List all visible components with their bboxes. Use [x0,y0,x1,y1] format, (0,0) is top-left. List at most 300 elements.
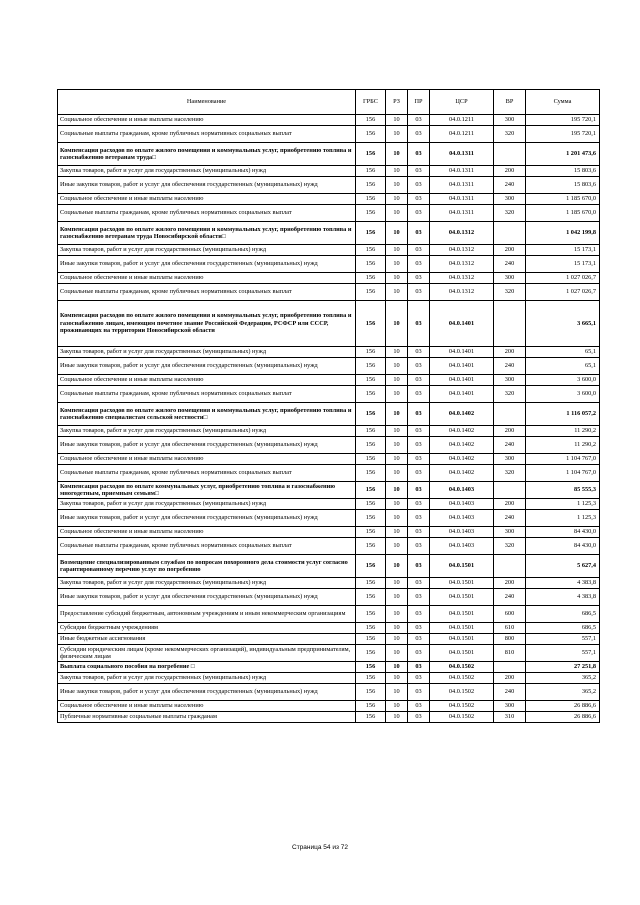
table-row [58,126,600,143]
cell-rz: 10 [386,634,408,645]
cell-csr: 04.0.1403 [430,510,494,527]
table-row [58,701,600,712]
cell-name: Предоставление субсидий бюджетным, автономным учреждениям и иным некоммерческим организациям [58,606,356,623]
cell-rz: 10 [386,482,408,499]
cell-rz: 10 [386,623,408,634]
table-row [58,623,600,634]
cell-grbs: 156 [356,712,386,723]
table-row [58,273,600,284]
table-row [58,499,600,510]
cell-pr: 03 [408,673,430,684]
cell-name: Закупка товаров, работ и услуг для государственных (муниципальных) нужд [58,673,356,684]
cell-sum: 11 290,2 [526,426,600,437]
cell-vr: 810 [494,645,526,662]
cell-rz: 10 [386,386,408,403]
cell-csr: 04.0.1402 [430,465,494,482]
cell-sum: 1 104 767,0 [526,465,600,482]
cell-pr: 03 [408,386,430,403]
cell-rz: 10 [386,437,408,454]
cell-vr: 320 [494,126,526,143]
cell-grbs: 156 [356,301,386,347]
cell-name: Иные закупки товаров, работ и услуг для обеспечения государственных (муниципальных) нужд [58,437,356,454]
cell-rz: 10 [386,284,408,301]
cell-rz: 10 [386,256,408,273]
cell-vr: 200 [494,347,526,358]
cell-vr: 300 [494,115,526,126]
cell-name: Социальные выплаты гражданам, кроме публичных нормативных социальных выплат [58,538,356,555]
cell-vr [494,403,526,426]
cell-pr: 03 [408,375,430,386]
cell-name: Выплата социального пособия на погребение □ [58,662,356,673]
cell-grbs: 156 [356,273,386,284]
cell-csr: 04.0.1401 [430,358,494,375]
cell-name: Иные закупки товаров, работ и услуг для обеспечения государственных (муниципальных) нужд [58,510,356,527]
cell-name: Субсидии бюджетным учреждениям [58,623,356,634]
cell-csr: 04.0.1501 [430,578,494,589]
cell-grbs: 156 [356,589,386,606]
cell-sum: 1 125,3 [526,510,600,527]
cell-csr: 04.0.1401 [430,347,494,358]
cell-grbs: 156 [356,606,386,623]
cell-csr: 04.0.1311 [430,143,494,166]
cell-name: Компенсация расходов по оплате коммунальных услуг, приобретению топлива и газоснабжению многодетным, приемным семьям□ [58,482,356,499]
cell-vr: 240 [494,510,526,527]
cell-grbs: 156 [356,482,386,499]
cell-vr: 240 [494,358,526,375]
table-header-row [58,90,600,115]
cell-rz: 10 [386,684,408,701]
cell-name: Социальное обеспечение и иные выплаты населению [58,701,356,712]
table-row [58,454,600,465]
cell-pr: 03 [408,403,430,426]
table-row [58,606,600,623]
table-row [58,222,600,245]
cell-grbs: 156 [356,623,386,634]
cell-rz: 10 [386,245,408,256]
cell-name: Компенсация расходов по оплате жилого помещения и коммунальных услуг, приобретению топлива и газоснабжению специалистам сельской местности□ [58,403,356,426]
cell-vr: 240 [494,684,526,701]
cell-sum: 15 173,1 [526,256,600,273]
cell-vr: 240 [494,256,526,273]
table-row [58,386,600,403]
cell-grbs: 156 [356,347,386,358]
cell-rz: 10 [386,673,408,684]
table-row [58,143,600,166]
cell-vr: 200 [494,578,526,589]
table-row [58,465,600,482]
table-row [58,482,600,499]
cell-pr: 03 [408,454,430,465]
cell-rz: 10 [386,358,408,375]
cell-vr: 320 [494,205,526,222]
cell-grbs: 156 [356,115,386,126]
cell-grbs: 156 [356,358,386,375]
cell-csr: 04.0.1311 [430,205,494,222]
cell-sum: 1 104 767,0 [526,454,600,465]
cell-grbs: 156 [356,194,386,205]
table-row [58,245,600,256]
table-row [58,712,600,723]
cell-name: Социальные выплаты гражданам, кроме публичных нормативных социальных выплат [58,126,356,143]
header-rz: РЗ [386,90,408,115]
cell-pr: 03 [408,115,430,126]
cell-csr: 04.0.1502 [430,701,494,712]
cell-sum: 1 027 026,7 [526,284,600,301]
cell-pr: 03 [408,301,430,347]
cell-pr: 03 [408,538,430,555]
cell-rz: 10 [386,126,408,143]
cell-sum: 3 600,0 [526,386,600,403]
table-row [58,166,600,177]
cell-vr: 200 [494,166,526,177]
cell-pr: 03 [408,166,430,177]
cell-vr [494,143,526,166]
cell-rz: 10 [386,527,408,538]
cell-sum: 557,1 [526,645,600,662]
cell-sum: 1 027 026,7 [526,273,600,284]
cell-pr: 03 [408,578,430,589]
cell-sum: 1 042 199,8 [526,222,600,245]
cell-csr: 04.0.1402 [430,454,494,465]
cell-vr: 200 [494,426,526,437]
cell-rz: 10 [386,589,408,606]
cell-vr [494,482,526,499]
cell-vr [494,222,526,245]
header-sum: Сумма [526,90,600,115]
cell-grbs: 156 [356,578,386,589]
cell-sum: 365,2 [526,673,600,684]
cell-sum: 15 803,6 [526,177,600,194]
budget-table-container [57,89,599,723]
cell-rz: 10 [386,166,408,177]
cell-pr: 03 [408,712,430,723]
cell-rz: 10 [386,454,408,465]
cell-pr: 03 [408,645,430,662]
cell-name: Иные закупки товаров, работ и услуг для обеспечения государственных (муниципальных) нужд [58,177,356,194]
header-pr: ПР [408,90,430,115]
cell-sum: 686,5 [526,623,600,634]
cell-name: Возмещение специализированным службам по вопросам похоронного дела стоимости услуг согласно гарантированному перечню услуг по погребению [58,555,356,578]
cell-pr: 03 [408,347,430,358]
cell-sum: 65,1 [526,347,600,358]
cell-grbs: 156 [356,143,386,166]
table-row [58,301,600,347]
cell-grbs: 156 [356,701,386,712]
cell-rz: 10 [386,606,408,623]
cell-sum: 4 383,8 [526,589,600,606]
cell-vr: 300 [494,194,526,205]
cell-pr: 03 [408,482,430,499]
cell-sum: 1 125,3 [526,499,600,510]
cell-name: Иные закупки товаров, работ и услуг для обеспечения государственных (муниципальных) нужд [58,256,356,273]
table-row [58,645,600,662]
cell-csr: 04.0.1403 [430,538,494,555]
table-row [58,437,600,454]
cell-csr: 04.0.1501 [430,555,494,578]
cell-grbs: 156 [356,386,386,403]
cell-name: Иные бюджетные ассигнования [58,634,356,645]
table-body [58,115,600,723]
cell-csr: 04.0.1502 [430,662,494,673]
cell-csr: 04.0.1401 [430,386,494,403]
cell-rz: 10 [386,375,408,386]
header-vr: ВР [494,90,526,115]
cell-sum: 3 600,0 [526,375,600,386]
cell-name: Иные закупки товаров, работ и услуг для обеспечения государственных (муниципальных) нужд [58,589,356,606]
table-row [58,578,600,589]
table-row [58,538,600,555]
cell-csr: 04.0.1312 [430,245,494,256]
cell-grbs: 156 [356,284,386,301]
table-row [58,673,600,684]
cell-grbs: 156 [356,538,386,555]
table-row [58,375,600,386]
cell-csr: 04.0.1402 [430,437,494,454]
cell-grbs: 156 [356,256,386,273]
cell-vr: 600 [494,606,526,623]
cell-csr: 04.0.1502 [430,712,494,723]
cell-pr: 03 [408,527,430,538]
cell-name: Компенсация расходов по оплате жилого помещения и коммунальных услуг, приобретению топлива и газоснабжению лицам, имеющим почетное звание Российской Федерации, РСФСР или СССР, проживающих на территории Новосибирской области [58,301,356,347]
cell-grbs: 156 [356,177,386,194]
cell-pr: 03 [408,143,430,166]
cell-vr: 300 [494,527,526,538]
cell-grbs: 156 [356,662,386,673]
header-grbs: ГРБС [356,90,386,115]
cell-pr: 03 [408,205,430,222]
cell-pr: 03 [408,634,430,645]
table-row [58,426,600,437]
cell-name: Субсидии юридическим лицам (кроме некоммерческих организаций), индивидуальным предпринимателям, физическим лицам [58,645,356,662]
cell-csr: 04.0.1311 [430,194,494,205]
cell-csr: 04.0.1401 [430,301,494,347]
cell-pr: 03 [408,177,430,194]
cell-grbs: 156 [356,222,386,245]
cell-csr: 04.0.1312 [430,256,494,273]
cell-sum: 557,1 [526,634,600,645]
table-row [58,256,600,273]
cell-name: Социальные выплаты гражданам, кроме публичных нормативных социальных выплат [58,205,356,222]
table-row [58,589,600,606]
cell-vr [494,555,526,578]
cell-name: Закупка товаров, работ и услуг для государственных (муниципальных) нужд [58,578,356,589]
header-csr: ЦСР [430,90,494,115]
cell-rz: 10 [386,273,408,284]
cell-name: Социальные выплаты гражданам, кроме публичных нормативных социальных выплат [58,284,356,301]
cell-rz: 10 [386,578,408,589]
cell-vr [494,662,526,673]
cell-csr: 04.0.1401 [430,375,494,386]
cell-vr: 320 [494,284,526,301]
cell-name: Закупка товаров, работ и услуг для государственных (муниципальных) нужд [58,245,356,256]
cell-sum: 195 720,1 [526,126,600,143]
table-row [58,634,600,645]
cell-rz: 10 [386,645,408,662]
cell-name: Социальные выплаты гражданам, кроме публичных нормативных социальных выплат [58,465,356,482]
cell-pr: 03 [408,284,430,301]
cell-name: Социальное обеспечение и иные выплаты населению [58,273,356,284]
cell-pr: 03 [408,358,430,375]
cell-name: Закупка товаров, работ и услуг для государственных (муниципальных) нужд [58,347,356,358]
cell-rz: 10 [386,465,408,482]
cell-csr: 04.0.1403 [430,482,494,499]
budget-table [57,89,600,723]
cell-pr: 03 [408,499,430,510]
cell-rz: 10 [386,662,408,673]
cell-name: Закупка товаров, работ и услуг для государственных (муниципальных) нужд [58,499,356,510]
page-number: Страница 54 из 72 [292,844,348,851]
cell-pr: 03 [408,701,430,712]
cell-csr: 04.0.1501 [430,606,494,623]
cell-name: Иные закупки товаров, работ и услуг для обеспечения государственных (муниципальных) нужд [58,684,356,701]
cell-grbs: 156 [356,375,386,386]
cell-csr: 04.0.1311 [430,177,494,194]
cell-grbs: 156 [356,527,386,538]
cell-name: Компенсация расходов по оплате жилого помещения и коммунальных услуг, приобретению топлива и газоснабжению ветеранам труда Новосибирской области□ [58,222,356,245]
cell-rz: 10 [386,115,408,126]
cell-csr: 04.0.1402 [430,426,494,437]
cell-pr: 03 [408,245,430,256]
cell-rz: 10 [386,510,408,527]
cell-vr: 300 [494,701,526,712]
cell-sum: 65,1 [526,358,600,375]
cell-rz: 10 [386,301,408,347]
cell-sum: 1 185 670,0 [526,194,600,205]
cell-csr: 04.0.1312 [430,273,494,284]
table-row [58,403,600,426]
cell-sum: 1 185 670,0 [526,205,600,222]
cell-pr: 03 [408,437,430,454]
cell-sum: 365,2 [526,684,600,701]
cell-csr: 04.0.1311 [430,166,494,177]
cell-sum: 686,5 [526,606,600,623]
cell-csr: 04.0.1312 [430,284,494,301]
cell-sum: 15 173,1 [526,245,600,256]
cell-csr: 04.0.1211 [430,126,494,143]
table-row [58,194,600,205]
cell-sum: 4 383,8 [526,578,600,589]
cell-name: Закупка товаров, работ и услуг для государственных (муниципальных) нужд [58,166,356,177]
table-row [58,347,600,358]
cell-rz: 10 [386,538,408,555]
cell-grbs: 156 [356,403,386,426]
cell-csr: 04.0.1502 [430,673,494,684]
table-row [58,205,600,222]
cell-csr: 04.0.1501 [430,623,494,634]
cell-pr: 03 [408,273,430,284]
cell-pr: 03 [408,684,430,701]
cell-vr: 310 [494,712,526,723]
cell-sum: 26 886,6 [526,712,600,723]
cell-pr: 03 [408,426,430,437]
cell-pr: 03 [408,126,430,143]
cell-pr: 03 [408,555,430,578]
cell-sum: 3 665,1 [526,301,600,347]
cell-sum: 1 116 057,2 [526,403,600,426]
cell-grbs: 156 [356,510,386,527]
cell-vr: 300 [494,273,526,284]
cell-rz: 10 [386,403,408,426]
cell-grbs: 156 [356,426,386,437]
cell-csr: 04.0.1211 [430,115,494,126]
cell-csr: 04.0.1403 [430,527,494,538]
cell-rz: 10 [386,222,408,245]
cell-name: Социальные выплаты гражданам, кроме публичных нормативных социальных выплат [58,386,356,403]
cell-rz: 10 [386,177,408,194]
cell-csr: 04.0.1402 [430,403,494,426]
cell-grbs: 156 [356,454,386,465]
cell-rz: 10 [386,426,408,437]
cell-rz: 10 [386,143,408,166]
cell-vr: 240 [494,437,526,454]
table-row [58,555,600,578]
cell-sum: 195 720,1 [526,115,600,126]
cell-vr: 610 [494,623,526,634]
table-row [58,115,600,126]
cell-grbs: 156 [356,634,386,645]
cell-grbs: 156 [356,673,386,684]
cell-vr: 200 [494,673,526,684]
cell-csr: 04.0.1501 [430,589,494,606]
cell-sum: 15 803,6 [526,166,600,177]
cell-sum: 84 430,0 [526,538,600,555]
cell-vr [494,301,526,347]
table-row [58,684,600,701]
cell-sum: 1 201 473,6 [526,143,600,166]
cell-rz: 10 [386,555,408,578]
cell-vr: 320 [494,465,526,482]
cell-sum: 27 251,8 [526,662,600,673]
cell-vr: 240 [494,589,526,606]
cell-grbs: 156 [356,126,386,143]
cell-rz: 10 [386,499,408,510]
table-row [58,662,600,673]
cell-grbs: 156 [356,437,386,454]
cell-grbs: 156 [356,205,386,222]
cell-pr: 03 [408,510,430,527]
cell-vr: 240 [494,177,526,194]
cell-name: Социальное обеспечение и иные выплаты населению [58,194,356,205]
cell-rz: 10 [386,194,408,205]
cell-grbs: 156 [356,684,386,701]
cell-sum: 85 555,3 [526,482,600,499]
cell-grbs: 156 [356,245,386,256]
cell-pr: 03 [408,662,430,673]
cell-name: Социальное обеспечение и иные выплаты населению [58,375,356,386]
cell-sum: 84 430,0 [526,527,600,538]
cell-name: Компенсация расходов по оплате жилого помещения и коммунальных услуг, приобретению топлива и газоснабжению ветеранам труда□ [58,143,356,166]
cell-csr: 04.0.1403 [430,499,494,510]
cell-grbs: 156 [356,555,386,578]
cell-sum: 11 290,2 [526,437,600,454]
cell-csr: 04.0.1501 [430,634,494,645]
cell-pr: 03 [408,589,430,606]
cell-vr: 320 [494,538,526,555]
table-row [58,527,600,538]
cell-vr: 320 [494,386,526,403]
cell-csr: 04.0.1502 [430,684,494,701]
cell-rz: 10 [386,205,408,222]
cell-name: Закупка товаров, работ и услуг для государственных (муниципальных) нужд [58,426,356,437]
cell-rz: 10 [386,712,408,723]
cell-name: Иные закупки товаров, работ и услуг для обеспечения государственных (муниципальных) нужд [58,358,356,375]
cell-sum: 26 886,6 [526,701,600,712]
cell-vr: 800 [494,634,526,645]
cell-name: Публичные нормативные социальные выплаты гражданам [58,712,356,723]
table-row [58,177,600,194]
cell-grbs: 156 [356,166,386,177]
cell-pr: 03 [408,194,430,205]
